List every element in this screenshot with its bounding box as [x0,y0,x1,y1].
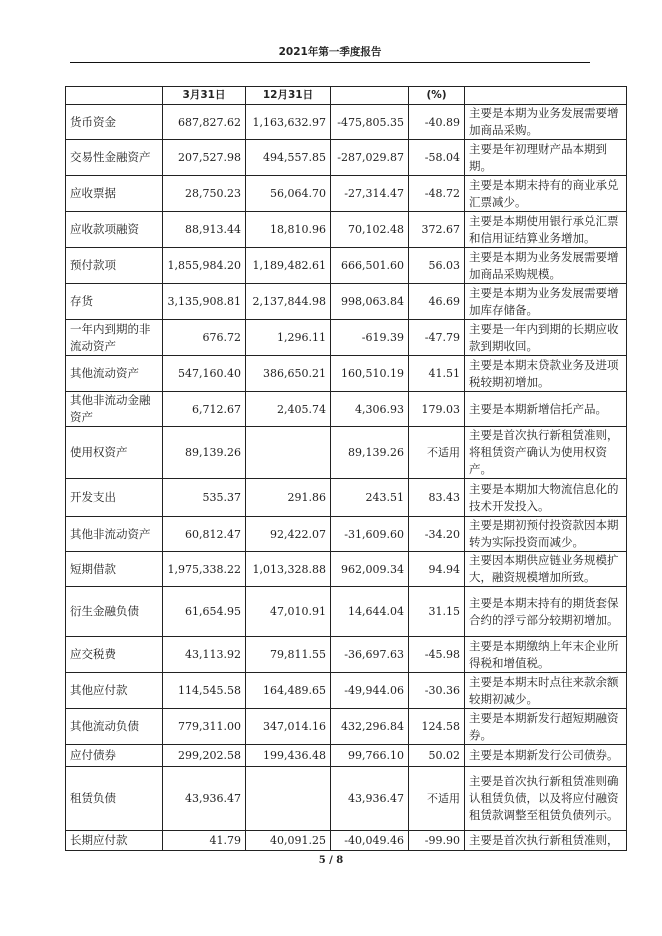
change-amount: -475,805.35 [331,105,409,140]
current-value: 43,113.92 [163,637,246,673]
change-percent: 124.58 [409,709,465,745]
current-value: 43,936.47 [163,767,246,831]
change-amount: -49,944.06 [331,673,409,709]
change-percent: -30.36 [409,673,465,709]
change-amount: 43,936.47 [331,767,409,831]
table-row [66,356,627,392]
change-reason: 主要是本期为业务发展需要增加商品采购规模。 [465,248,627,284]
row-item-label: 一年内到期的非流动资产 [66,320,163,356]
current-value: 779,311.00 [163,709,246,745]
header-cell: 3月31日 [163,87,246,105]
table-row [66,767,627,831]
prior-value: 1,013,328.88 [246,552,331,587]
table-row [66,248,627,284]
prior-value: 56,064.70 [246,176,331,212]
current-value: 1,975,338.22 [163,552,246,587]
change-reason: 主要是本期为业务发展需要增加库存储备。 [465,284,627,320]
change-amount: -40,049.46 [331,831,409,851]
table-row [66,587,627,637]
change-reason: 主要是本期为业务发展需要增加商品采购。 [465,105,627,140]
prior-value: 40,091.25 [246,831,331,851]
current-value: 6,712.67 [163,392,246,427]
table-header-row [66,87,627,105]
change-reason: 主要是一年内到期的长期应收款到期收回。 [465,320,627,356]
current-value: 676.72 [163,320,246,356]
prior-value: 47,010.91 [246,587,331,637]
change-reason: 主要是首次执行新租赁准则，将租赁资产确认为使用权资产。 [465,427,627,479]
table-row [66,284,627,320]
table-row [66,176,627,212]
change-amount: -27,314.47 [331,176,409,212]
header-cell: (%) [409,87,465,105]
prior-value: 79,811.55 [246,637,331,673]
row-item-label: 应付债券 [66,745,163,767]
current-value: 28,750.23 [163,176,246,212]
prior-value: 164,489.65 [246,673,331,709]
prior-value: 1,189,482.61 [246,248,331,284]
row-item-label: 短期借款 [66,552,163,587]
change-percent: -40.89 [409,105,465,140]
row-item-label: 应交税费 [66,637,163,673]
balance-change-table [65,86,627,851]
change-percent: 41.51 [409,356,465,392]
prior-value [246,767,331,831]
change-percent: 46.69 [409,284,465,320]
table-row [66,673,627,709]
prior-value: 199,436.48 [246,745,331,767]
change-amount: 432,296.84 [331,709,409,745]
page-number: 5 / 8 [318,855,344,866]
change-percent: -58.04 [409,140,465,176]
row-item-label: 货币资金 [66,105,163,140]
row-item-label: 存货 [66,284,163,320]
current-value: 299,202.58 [163,745,246,767]
table-row [66,479,627,517]
change-amount: -619.39 [331,320,409,356]
change-percent: 56.03 [409,248,465,284]
change-amount: -36,697.63 [331,637,409,673]
row-item-label: 预付款项 [66,248,163,284]
current-value: 60,812.47 [163,517,246,552]
change-amount: 14,644.04 [331,587,409,637]
change-amount: 99,766.10 [331,745,409,767]
prior-value: 386,650.21 [246,356,331,392]
row-item-label: 使用权资产 [66,427,163,479]
change-amount: 962,009.34 [331,552,409,587]
change-amount: 666,501.60 [331,248,409,284]
prior-value: 18,810.96 [246,212,331,248]
current-value: 114,545.58 [163,673,246,709]
change-reason: 主要是首次执行新租赁准则确认租赁负债，以及将应付融资租赁款调整至租赁负债列示。 [465,767,627,831]
prior-value: 1,296.11 [246,320,331,356]
change-amount: 998,063.84 [331,284,409,320]
report-header-title: 2021年第一季度报告 [278,46,382,58]
header-cell [66,87,163,105]
change-reason: 主要是本期缴纳上年末企业所得税和增值税。 [465,637,627,673]
change-percent: -34.20 [409,517,465,552]
prior-value: 291.86 [246,479,331,517]
header-cell [465,87,627,105]
change-amount: 70,102.48 [331,212,409,248]
prior-value: 2,405.74 [246,392,331,427]
change-percent: 31.15 [409,587,465,637]
row-item-label: 其他非流动资产 [66,517,163,552]
header-cell [331,87,409,105]
row-item-label: 交易性金融资产 [66,140,163,176]
row-item-label: 衍生金融负债 [66,587,163,637]
current-value: 3,135,908.81 [163,284,246,320]
row-item-label: 开发支出 [66,479,163,517]
change-reason: 主要是期初预付投资款因本期转为实际投资而减少。 [465,517,627,552]
change-reason: 主要是本期新发行公司债券。 [465,745,627,767]
change-reason: 主要是本期末时点往来款余额较期初减少。 [465,673,627,709]
current-value: 88,913.44 [163,212,246,248]
prior-value: 1,163,632.97 [246,105,331,140]
table-row [66,709,627,745]
table-row [66,637,627,673]
change-reason: 主要是本期末持有的商业承兑汇票减少。 [465,176,627,212]
prior-value: 347,014.16 [246,709,331,745]
row-item-label: 应收票据 [66,176,163,212]
row-item-label: 租赁负债 [66,767,163,831]
change-amount: 243.51 [331,479,409,517]
current-value: 1,855,984.20 [163,248,246,284]
row-item-label: 其他流动资产 [66,356,163,392]
row-item-label: 长期应付款 [66,831,163,851]
prior-value [246,427,331,479]
change-percent: 372.67 [409,212,465,248]
row-item-label: 其他应付款 [66,673,163,709]
change-percent: 50.02 [409,745,465,767]
change-reason: 主要因本期供应链业务规模扩大，融资规模增加所致。 [465,552,627,587]
current-value: 547,160.40 [163,356,246,392]
change-percent: 不适用 [409,427,465,479]
change-percent: 83.43 [409,479,465,517]
change-amount: -287,029.87 [331,140,409,176]
header-divider [70,62,590,63]
prior-value: 494,557.85 [246,140,331,176]
table-row [66,427,627,479]
row-item-label: 其他非流动金融资产 [66,392,163,427]
current-value: 535.37 [163,479,246,517]
change-amount: -31,609.60 [331,517,409,552]
change-amount: 4,306.93 [331,392,409,427]
change-percent: -48.72 [409,176,465,212]
change-reason: 主要是本期新增信托产品。 [465,392,627,427]
table-row [66,212,627,248]
change-percent: -45.98 [409,637,465,673]
table-row [66,140,627,176]
table-row [66,745,627,767]
header-cell: 12月31日 [246,87,331,105]
table-row [66,552,627,587]
change-percent: 179.03 [409,392,465,427]
current-value: 61,654.95 [163,587,246,637]
change-percent: -47.79 [409,320,465,356]
change-reason: 主要是首次执行新租赁准则， [465,831,627,851]
current-value: 41.79 [163,831,246,851]
row-item-label: 应收款项融资 [66,212,163,248]
change-percent: 不适用 [409,767,465,831]
change-reason: 主要是年初理财产品本期到期。 [465,140,627,176]
change-reason: 主要是本期使用银行承兑汇票和信用证结算业务增加。 [465,212,627,248]
change-amount: 160,510.19 [331,356,409,392]
table-row [66,831,627,851]
current-value: 207,527.98 [163,140,246,176]
change-reason: 主要是本期加大物流信息化的技术开发投入。 [465,479,627,517]
table-row [66,392,627,427]
change-reason: 主要是本期末贷款业务及进项税较期初增加。 [465,356,627,392]
change-reason: 主要是本期新发行超短期融资券。 [465,709,627,745]
change-percent: 94.94 [409,552,465,587]
prior-value: 92,422.07 [246,517,331,552]
change-amount: 89,139.26 [331,427,409,479]
table-row [66,105,627,140]
change-percent: -99.90 [409,831,465,851]
change-reason: 主要是本期末持有的期货套保合约的浮亏部分较期初增加。 [465,587,627,637]
current-value: 687,827.62 [163,105,246,140]
current-value: 89,139.26 [163,427,246,479]
prior-value: 2,137,844.98 [246,284,331,320]
table-row [66,320,627,356]
row-item-label: 其他流动负债 [66,709,163,745]
table-row [66,517,627,552]
